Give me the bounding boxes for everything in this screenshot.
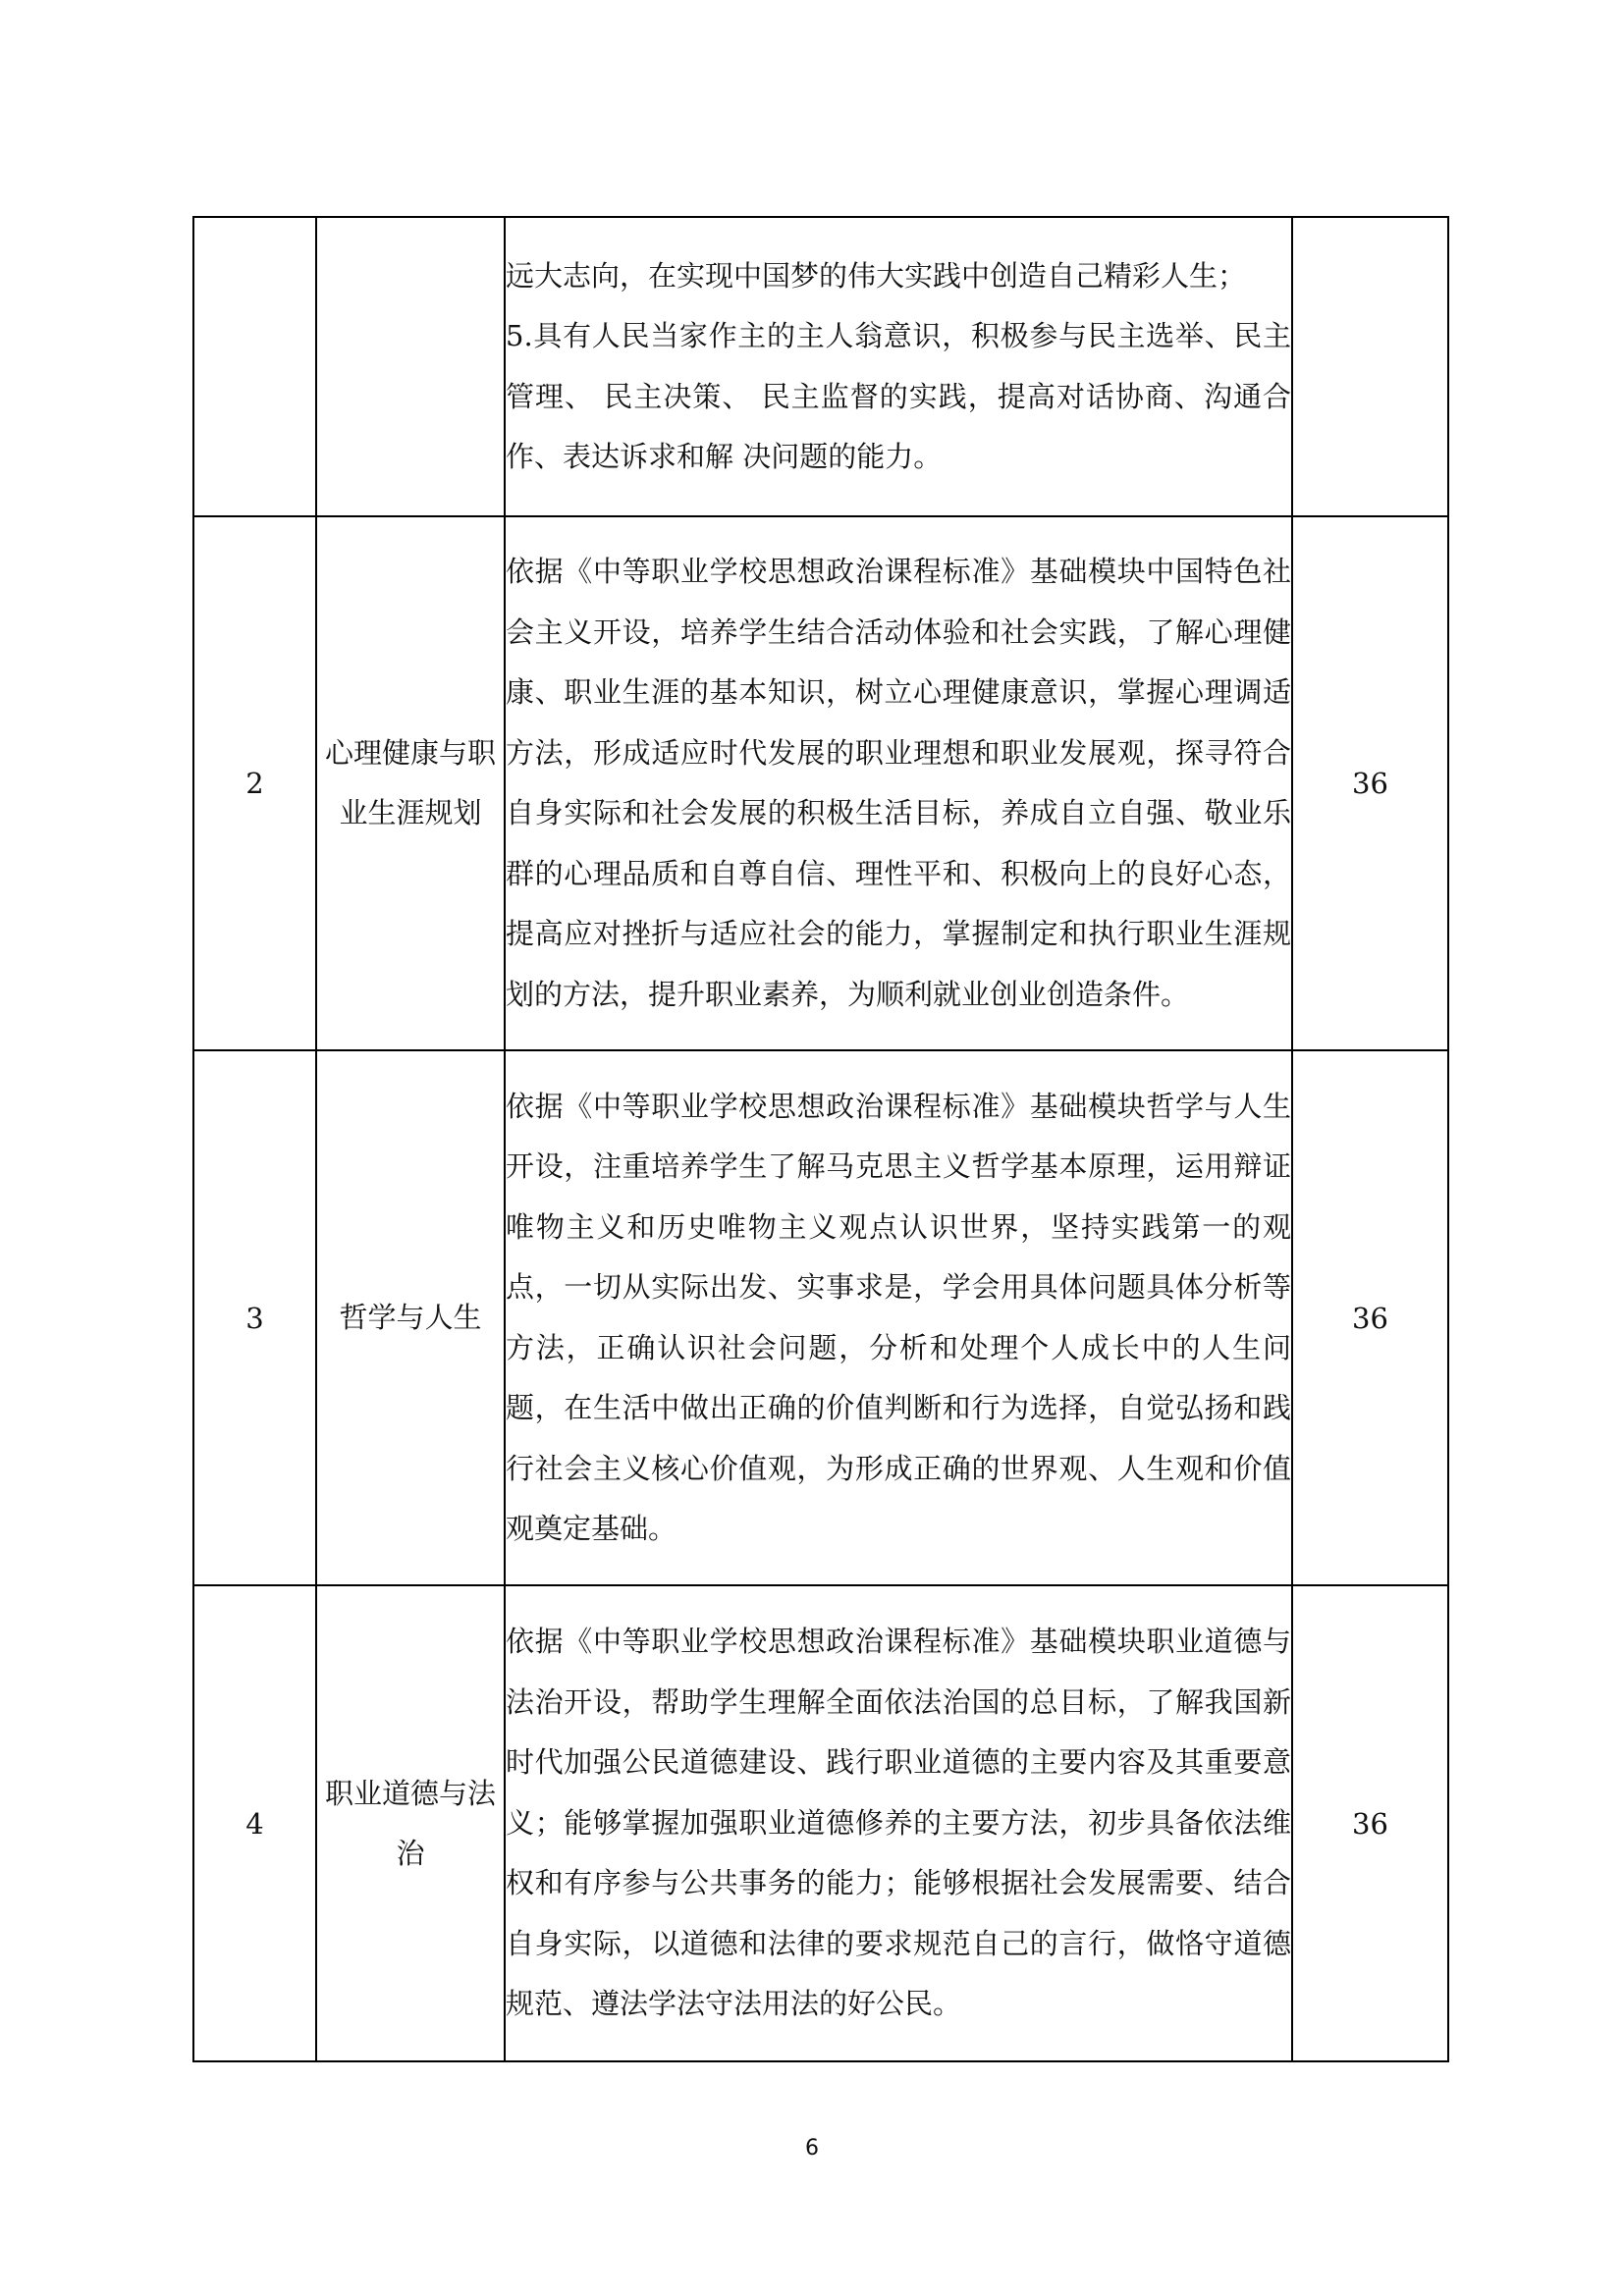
table-row [193,1585,1448,2061]
description-paragraph: 依据《中等职业学校思想政治课程标准》基础模块职业道德与法治开设，帮助学生理解全面依法治国的总目标，了解我国新时代加强公民道德建设、践行职业道德的主要内容及其重要意义；能够掌握加强职业道德修养的主要方法，初步具备依法维权和有序参与公共事务的能力；能够根据社会发展需要、结合自身实际，以道德和法律的要求规范自己的言行，做恪守道德规范、遵法学法守法用法的好公民。 [506,1625,1291,2021]
course-description [505,217,1292,516]
course-name [316,217,505,516]
table-row [193,217,1448,516]
course-hours: 36 [1292,516,1448,1050]
description-paragraph: 依据《中等职业学校思想政治课程标准》基础模块中国特色社会主义开设，培养学生结合活动体验和社会实践，了解心理健康、职业生涯的基本知识，树立心理健康意识，掌握心理调适方法，形成适应时代发展的职业理想和职业发展观，探寻符合自身实际和社会发展的积极生活目标，养成自立自强、敬业乐群的心理品质和自尊自信、理性平和、积极向上的良好心态，提高应对挫折与适应社会的能力，掌握制定和执行职业生涯规划的方法，提升职业素养，为顺利就业创业创造条件。 [506,555,1291,1011]
page-number: 6 [805,2136,819,2161]
course-description [505,516,1292,1050]
course-name: 心理健康与职业生涯规划 [316,516,505,1050]
course-hours: 36 [1292,1050,1448,1585]
course-description [505,1585,1292,2061]
table-row [193,516,1448,1050]
description-paragraph: 5.具有人民当家作主的主人翁意识，积极参与民主选举、民主管理、 民主决策、 民主监督的实践，提高对话协商、沟通合作、表达诉求和解 决问题的能力。 [506,319,1291,473]
course-hours [1292,217,1448,516]
course-name: 职业道德与法治 [316,1585,505,2061]
course-name: 哲学与人生 [316,1050,505,1585]
course-number: 3 [193,1050,316,1585]
table-row [193,1050,1448,1585]
course-number: 2 [193,516,316,1050]
course-number: 4 [193,1585,316,2061]
course-hours: 36 [1292,1585,1448,2061]
course-description [505,1050,1292,1585]
course-table [192,216,1449,2062]
description-paragraph: 依据《中等职业学校思想政治课程标准》基础模块哲学与人生开设，注重培养学生了解马克思主义哲学基本原理，运用辩证唯物主义和历史唯物主义观点认识世界，坚持实践第一的观点，一切从实际出发、实事求是，学会用具体问题具体分析等方法，正确认识社会问题，分析和处理个人成长中的人生问题，在生活中做出正确的价值判断和行为选择，自觉弘扬和践行社会主义核心价值观，为形成正确的世界观、人生观和价值观奠定基础。 [506,1089,1291,1545]
description-paragraph: 远大志向，在实现中国梦的伟大实践中创造自己精彩人生； [506,258,1247,293]
course-number [193,217,316,516]
